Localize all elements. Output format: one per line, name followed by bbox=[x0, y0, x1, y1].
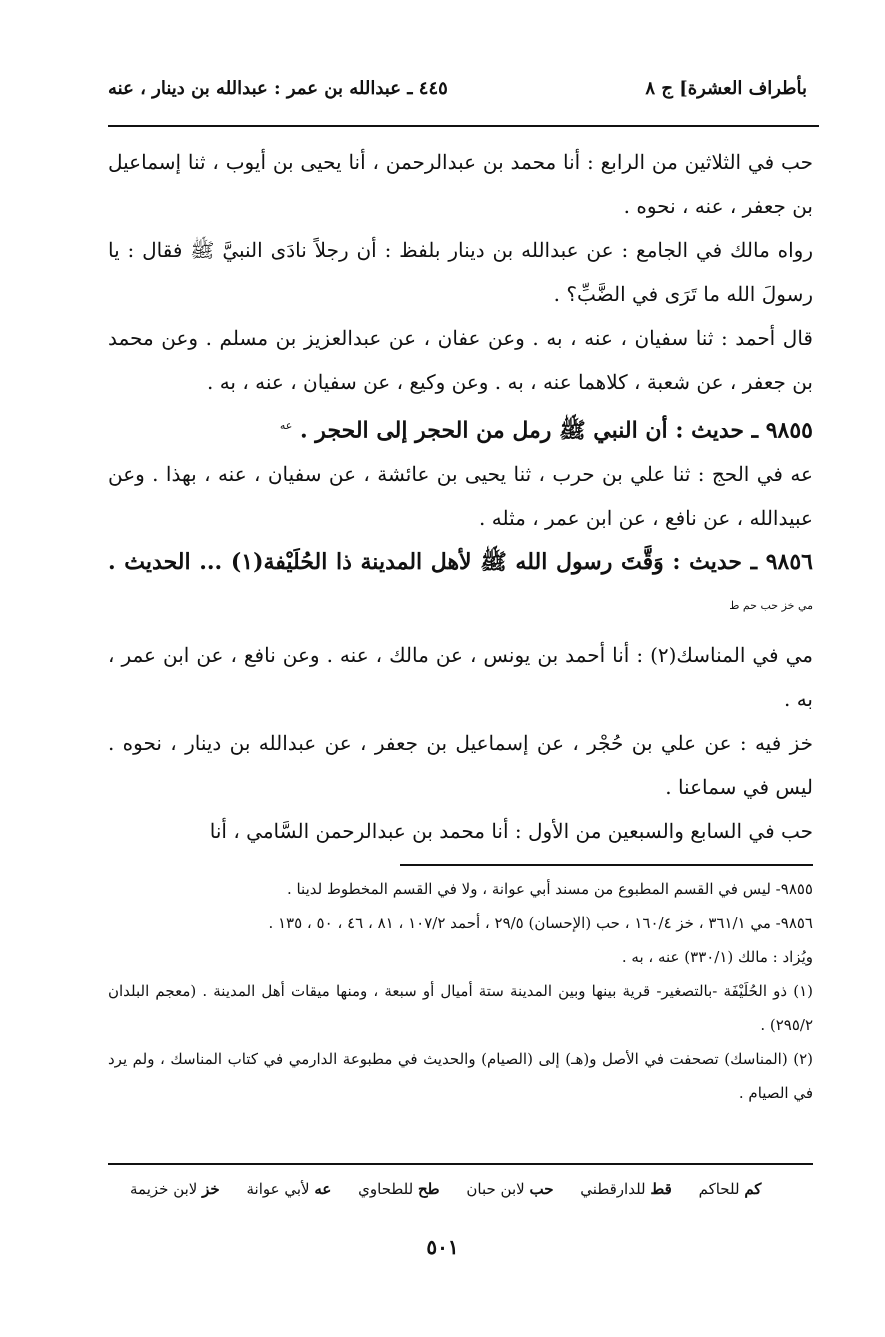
footnotes bbox=[108, 872, 813, 1110]
hadith-heading-text: ٩٨٥٦ ـ حديث : وَقَّتَ رسول الله ﷺ لأهل المدينة ذا الحُلَيْفة(١) ... الحديث . bbox=[108, 549, 813, 576]
abbreviation-text: للدارقطني bbox=[580, 1180, 646, 1198]
header-divider bbox=[108, 125, 819, 127]
paragraph: رواه مالك في الجامع : عن عبدالله بن دينار بلفظ : أن رجلاً نادَى النبيَّ ﷺ فقال : يا رسولَ الله ما تَرَى في الضَّبِّ؟ . bbox=[108, 238, 813, 306]
hadith-heading-9855 bbox=[108, 404, 813, 452]
abbreviation-text: لابن حبان bbox=[466, 1180, 525, 1198]
main-text bbox=[108, 140, 813, 853]
abbreviation-code: حب bbox=[529, 1180, 554, 1198]
running-header bbox=[108, 78, 807, 108]
abbreviation-code: عه bbox=[314, 1180, 332, 1198]
paragraph: خز فيه : عن علي بن حُجْر ، عن إسماعيل بن جعفر ، عن عبدالله بن دينار ، نحوه . ليس في سماعنا . bbox=[108, 730, 813, 799]
abbreviation-item bbox=[246, 1180, 331, 1198]
header-section-title: ٤٤٥ ـ عبدالله بن عمر : عبدالله بن دينار ، عنه bbox=[108, 78, 448, 99]
abbreviation-item bbox=[699, 1180, 762, 1198]
paragraph: عه في الحج : ثنا علي بن حرب ، ثنا يحيى بن عائشة ، عن سفيان ، عنه ، بهذا . وعن عبيدالله ، عن نافع ، عن ابن عمر ، مثله . bbox=[108, 462, 813, 531]
abbreviation-item bbox=[580, 1180, 672, 1198]
abbreviation-text: للحاكم bbox=[698, 1180, 740, 1198]
paragraph: قال أحمد : ثنا سفيان ، عنه ، به . وعن عفان ، عن عبدالعزيز بن مسلم . وعن محمد بن جعفر ، عن شعبة ، كلاهما عنه ، به . وعن وكيع ، عن سفيان ، عنه ، به . bbox=[108, 326, 813, 394]
abbreviation-text: لابن خزيمة bbox=[130, 1180, 198, 1198]
footnote: ٩٨٥٦- مي ٣٦١/١ ، خز ١٦٠/٤ ، حب (الإحسان) ٢٩/٥ ، أحمد ١٠٧/٢ ، ٨١ ، ٤٦ ، ٥٠ ، ١٣٥ . bbox=[268, 914, 813, 932]
footnote: (٢) (المناسك) تصحفت في الأصل و(هـ) إلى (الصيام) والحديث في مطبوعة الدارمي في كتاب المناسك ، ولم يرد في الصيام . bbox=[108, 1050, 813, 1102]
paragraph: حب في السابع والسبعين من الأول : أنا محمد بن عبدالرحمن السَّامي ، أنا bbox=[209, 818, 813, 843]
hadith-heading-text: ٩٨٥٥ ـ حديث : أن النبي ﷺ رمل من الحجر إلى الحجر . bbox=[299, 417, 813, 444]
abbreviation-code: كم bbox=[744, 1180, 762, 1198]
hadith-sigla: عه bbox=[279, 419, 293, 432]
abbreviations-divider bbox=[108, 1163, 813, 1165]
abbreviation-item bbox=[358, 1180, 439, 1198]
abbreviation-code: قط bbox=[650, 1180, 672, 1198]
abbreviation-item bbox=[130, 1180, 220, 1198]
abbreviation-code: طح bbox=[418, 1180, 440, 1198]
abbreviation-text: للطحاوي bbox=[358, 1180, 414, 1198]
paragraph: حب في الثلاثين من الرابع : أنا محمد بن عبدالرحمن ، أنا يحيى بن أيوب ، ثنا إسماعيل بن جعفر ، عنه ، نحوه . bbox=[108, 150, 813, 218]
hadith-sigla: مي خز حب حم ط bbox=[729, 599, 813, 613]
paragraph: مي في المناسك(٢) : أنا أحمد بن يونس ، عن مالك ، عنه . وعن نافع ، عن ابن عمر ، به . bbox=[108, 642, 813, 711]
hadith-heading-9856 bbox=[108, 540, 813, 632]
abbreviation-text: لأبي عوانة bbox=[246, 1180, 310, 1198]
footnote-divider bbox=[400, 864, 813, 866]
footnote: ٩٨٥٥- ليس في القسم المطبوع من مسند أبي عوانة ، ولا في القسم المخطوط لدينا . bbox=[286, 880, 813, 898]
abbreviation-item bbox=[466, 1180, 553, 1198]
abbreviation-code: خز bbox=[202, 1180, 220, 1198]
abbreviations-key bbox=[108, 1180, 813, 1198]
page-number: ٥٠١ bbox=[426, 1235, 459, 1259]
header-book-title: بأطراف العشرة] ج ٨ bbox=[645, 78, 807, 99]
footnote: (١) ذو الحُلَيْفَة -بالتصغير- قرية بينها وبين المدينة ستة أميال أو سبعة ، ومنها ميقات أهل المدينة . (معجم البلدان ٢٩٥/٢) . bbox=[108, 982, 813, 1034]
footnote: ويُزاد : مالك (٣٣٠/١) عنه ، به . bbox=[621, 948, 813, 966]
